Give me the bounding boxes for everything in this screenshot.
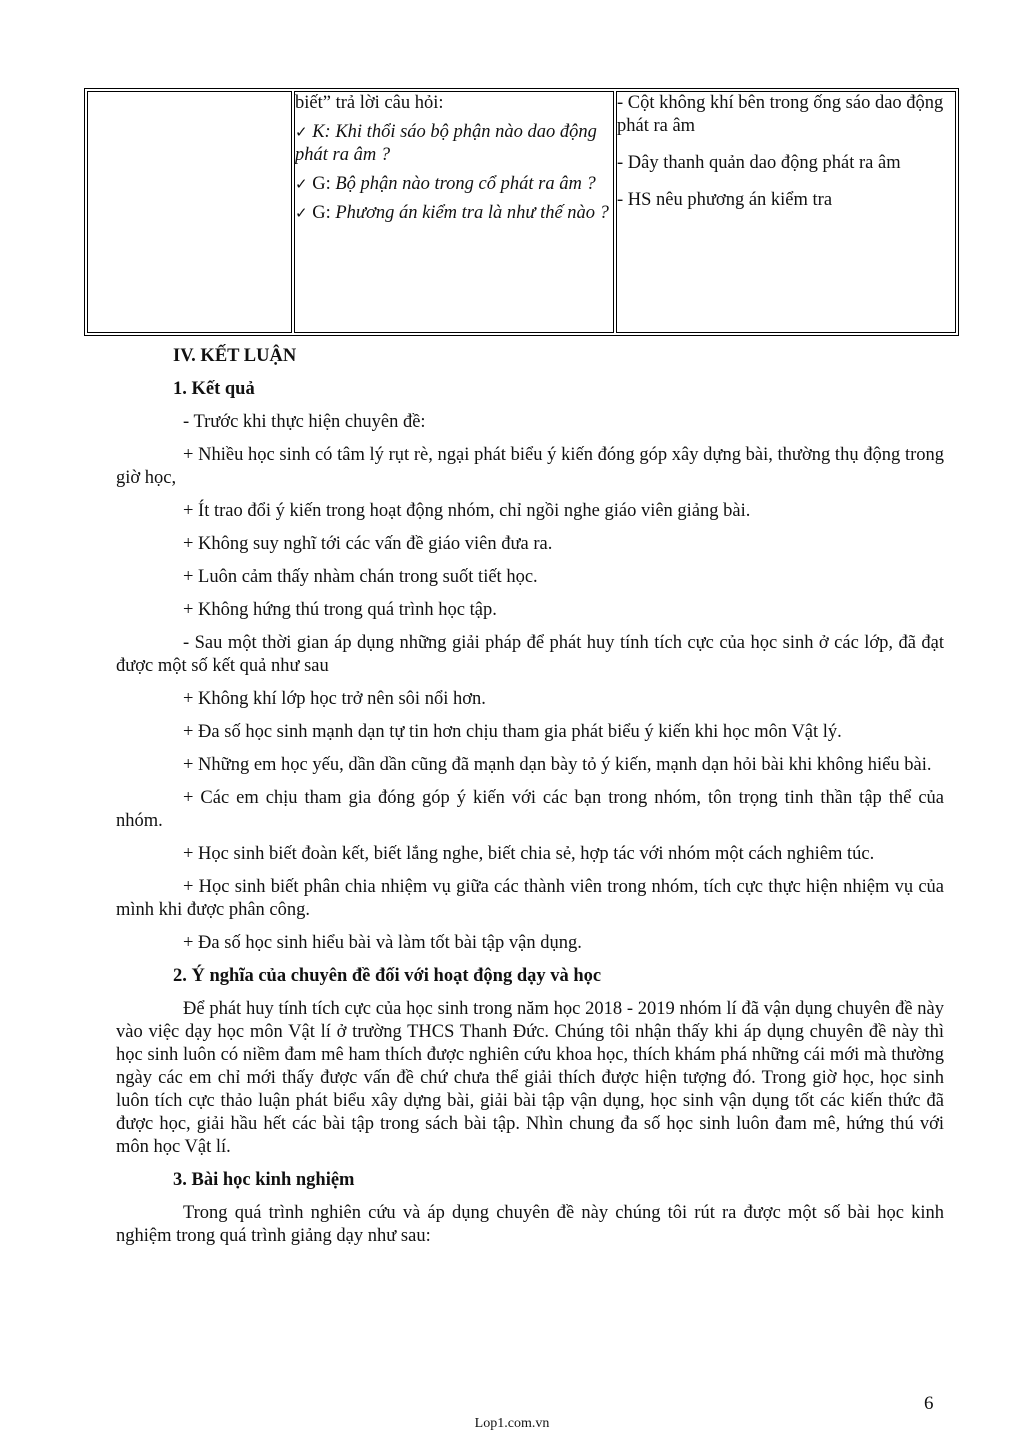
question-item xyxy=(295,173,613,196)
checkmark-icon: ✓ xyxy=(295,175,308,193)
answer-item: - Cột không khí bên trong ống sáo dao động phát ra âm xyxy=(617,93,944,136)
footer-watermark: Lop1.com.vn xyxy=(474,1416,550,1431)
answer-item: - Dây thanh quản dao động phát ra âm xyxy=(617,153,901,173)
list-item: + Không suy nghĩ tới các vấn đề giáo viên đưa ra. xyxy=(183,534,553,554)
checkmark-icon: ✓ xyxy=(295,123,308,141)
subsection-heading: 2. Ý nghĩa của chuyên đề đối với hoạt động dạy và học xyxy=(173,966,602,986)
list-item: + Không khí lớp học trở nên sôi nổi hơn. xyxy=(183,689,486,709)
document-body xyxy=(116,345,944,1258)
table-row xyxy=(87,91,956,333)
paragraph: - Trước khi thực hiện chuyên đề: xyxy=(183,412,426,432)
table-cell-answers xyxy=(616,91,956,333)
list-item: + Không hứng thú trong quá trình học tập. xyxy=(183,600,497,620)
answer-item: - HS nêu phương án kiểm tra xyxy=(617,190,833,210)
list-item: + Học sinh biết phân chia nhiệm vụ giữa các thành viên trong nhóm, tích cực thực hiện nhiệm vụ của mình khi được phân công. xyxy=(116,877,944,920)
paragraph: - Sau một thời gian áp dụng những giải pháp để phát huy tính tích cực của học sinh ở các lớp, đã đạt được một số kết quả như sau xyxy=(116,633,944,676)
question-prefix: G: xyxy=(312,174,336,194)
question-text: K: Khi thổi sáo bộ phận nào dao động phát ra âm ? xyxy=(295,122,597,165)
list-item: + Học sinh biết đoàn kết, biết lắng nghe, biết chia sẻ, hợp tác với nhóm một cách nghiêm túc. xyxy=(183,844,875,864)
questions-intro: biết” trả lời câu hỏi: xyxy=(295,93,444,113)
list-item: + Đa số học sinh mạnh dạn tự tin hơn chịu tham gia phát biểu ý kiến khi học môn Vật lý. xyxy=(183,722,842,742)
list-item: + Các em chịu tham gia đóng góp ý kiến với các bạn trong nhóm, tôn trọng tinh thần tập thể của nhóm. xyxy=(116,788,944,831)
activity-table xyxy=(84,88,959,336)
question-prefix: G: xyxy=(312,203,336,223)
question-text: Phương án kiểm tra là như thế nào ? xyxy=(335,203,609,223)
question-text: Bộ phận nào trong cổ phát ra âm ? xyxy=(335,174,596,194)
question-item xyxy=(295,121,613,167)
list-item: + Những em học yếu, dần dần cũng đã mạnh dạn bày tỏ ý kiến, mạnh dạn hỏi bài khi không hiểu bài. xyxy=(183,755,932,775)
subsection-heading: 3. Bài học kinh nghiệm xyxy=(173,1170,355,1190)
paragraph: Để phát huy tính tích cực của học sinh trong năm học 2018 - 2019 nhóm lí đã vận dụng chuyên đề này vào việc dạy học môn Vật lí ở trường THCS Thanh Đức. Chúng tôi nhận thấy khi áp dụng chuyên đề này thì học sinh luôn có niềm đam mê ham thích được nghiên cứu khoa học, thích khám phá những cái mới mà thường ngày các em chỉ mới thấy được vấn đề chứ chưa thể giải thích được hiện tượng đó. Trong giờ học, học sinh luôn tích cực thảo luận phát biểu xây dựng bài, giải bài tập vận dụng, học sinh vận dụng tốt các kiến thức đã được học, giải hầu hết các bài tập trong sách bài tập. Nhìn chung đa số học sinh luôn đam mê, hứng thú với môn học Vật lí. xyxy=(116,999,944,1157)
list-item: + Luôn cảm thấy nhàm chán trong suốt tiết học. xyxy=(183,567,538,587)
list-item: + Nhiều học sinh có tâm lý rụt rè, ngại phát biểu ý kiến đóng góp xây dựng bài, thường thụ động trong giờ học, xyxy=(116,445,944,488)
paragraph: Trong quá trình nghiên cứu và áp dụng chuyên đề này chúng tôi rút ra được một số bài học kinh nghiệm trong quá trình giảng dạy như sau: xyxy=(116,1203,944,1246)
section-heading: IV. KẾT LUẬN xyxy=(173,346,297,366)
table-cell-questions xyxy=(294,91,614,333)
list-item: + Ít trao đổi ý kiến trong hoạt động nhóm, chỉ ngồi nghe giáo viên giảng bài. xyxy=(183,501,751,521)
question-item xyxy=(295,202,613,225)
checkmark-icon: ✓ xyxy=(295,204,308,222)
table-cell-empty xyxy=(87,91,292,333)
page-number: 6 xyxy=(924,1393,934,1414)
subsection-heading: 1. Kết quả xyxy=(173,379,255,399)
list-item: + Đa số học sinh hiểu bài và làm tốt bài tập vận dụng. xyxy=(183,933,582,953)
